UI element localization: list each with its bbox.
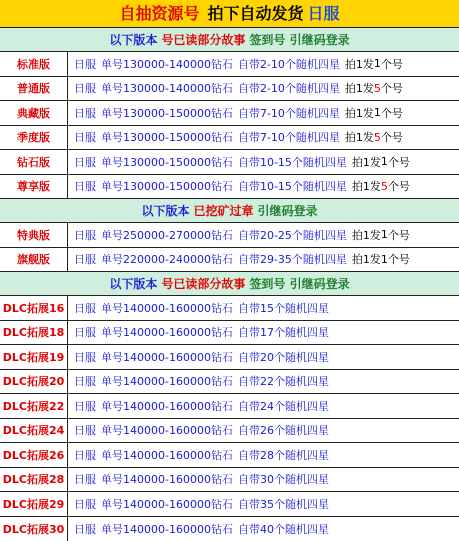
bonus-stars: 自带2-10个随机四星 (238, 80, 340, 96)
edition-name: DLC拓展30 (0, 517, 68, 541)
section-note: 已挖矿过章 (193, 202, 253, 219)
table-row (0, 223, 459, 248)
diamond-range: 单号130000-140000钻石 (101, 80, 233, 96)
edition-description (68, 56, 403, 72)
purchase-unit: 个号 (388, 178, 410, 194)
purchase-qty: 1 (381, 253, 388, 266)
table-row (0, 248, 459, 273)
server-label: 日服 (74, 373, 96, 389)
table-row (0, 126, 459, 151)
diamond-range: 单号140000-160000钻石 (101, 324, 233, 340)
purchase-qty: 5 (374, 131, 381, 144)
table-row (0, 517, 459, 541)
group-2-rows (0, 223, 459, 272)
purchase-rule: 拍1发 (345, 80, 374, 96)
title-part-2: 拍下自动发货 (207, 0, 303, 27)
section-login: 引继码登录 (258, 202, 318, 219)
edition-description (68, 422, 329, 438)
server-label: 日服 (74, 227, 96, 243)
section-note: 号已读部分故事 (161, 31, 245, 48)
table-row (0, 150, 459, 175)
diamond-range: 单号140000-160000钻石 (101, 300, 233, 316)
purchase-rule: 拍1发 (352, 178, 381, 194)
purchase-qty: 1 (381, 228, 388, 241)
title-part-3: 日服 (308, 0, 340, 27)
edition-name: DLC拓展29 (0, 492, 68, 516)
diamond-range: 单号220000-240000钻石 (101, 251, 233, 267)
section-note: 号已读部分故事 (161, 275, 245, 292)
server-label: 日服 (74, 80, 96, 96)
server-label: 日服 (74, 129, 96, 145)
edition-description (68, 80, 403, 96)
server-label: 日服 (74, 422, 96, 438)
purchase-qty: 5 (381, 180, 388, 193)
edition-description (68, 521, 329, 537)
edition-name: 季度版 (0, 126, 68, 150)
table-row (0, 492, 459, 517)
section-header-2 (0, 199, 459, 223)
edition-description (68, 129, 403, 145)
edition-name: 特典版 (0, 223, 68, 247)
bonus-stars: 自带10-15个随机四星 (238, 154, 347, 170)
bonus-stars: 自带17个随机四星 (238, 324, 329, 340)
bonus-stars: 自带40个随机四星 (238, 521, 329, 537)
group-3-rows (0, 296, 459, 541)
edition-description (68, 471, 329, 487)
purchase-unit: 个号 (388, 251, 410, 267)
section-label: 以下版本 (109, 275, 157, 292)
edition-name: DLC拓展28 (0, 468, 68, 492)
table-row (0, 419, 459, 444)
bonus-stars: 自带20个随机四星 (238, 349, 329, 365)
server-label: 日服 (74, 496, 96, 512)
diamond-range: 单号140000-160000钻石 (101, 349, 233, 365)
server-label: 日服 (74, 300, 96, 316)
edition-name: 标准版 (0, 52, 68, 76)
purchase-rule: 拍1发 (345, 105, 374, 121)
edition-name: DLC拓展16 (0, 296, 68, 320)
group-1-rows (0, 52, 459, 199)
diamond-range: 单号140000-160000钻石 (101, 422, 233, 438)
diamond-range: 单号140000-160000钻石 (101, 521, 233, 537)
bonus-stars: 自带29-35个随机四星 (238, 251, 347, 267)
server-label: 日服 (74, 154, 96, 170)
bonus-stars: 自带28个随机四星 (238, 447, 329, 463)
purchase-qty: 1 (374, 106, 381, 119)
purchase-qty: 1 (374, 57, 381, 70)
table-row (0, 370, 459, 395)
table-row (0, 345, 459, 370)
edition-description (68, 496, 329, 512)
edition-description (68, 227, 410, 243)
diamond-range: 单号130000-150000钻石 (101, 178, 233, 194)
edition-name: DLC拓展19 (0, 345, 68, 369)
bonus-stars: 自带7-10个随机四星 (238, 105, 340, 121)
table-row (0, 321, 459, 346)
bonus-stars: 自带2-10个随机四星 (238, 56, 340, 72)
diamond-range: 单号140000-160000钻石 (101, 471, 233, 487)
edition-name: DLC拓展20 (0, 370, 68, 394)
section-header-3 (0, 272, 459, 296)
purchase-unit: 个号 (388, 154, 410, 170)
edition-description (68, 251, 410, 267)
table-row (0, 443, 459, 468)
table-row (0, 394, 459, 419)
server-label: 日服 (74, 349, 96, 365)
table-row (0, 52, 459, 77)
server-label: 日服 (74, 447, 96, 463)
bonus-stars: 自带26个随机四星 (238, 422, 329, 438)
diamond-range: 单号130000-150000钻石 (101, 129, 233, 145)
edition-name: 典藏版 (0, 101, 68, 125)
edition-name: 钻石版 (0, 150, 68, 174)
edition-name: 尊享版 (0, 175, 68, 199)
edition-description (68, 300, 329, 316)
title-part-1: 自抽资源号 (119, 0, 199, 27)
diamond-range: 单号140000-160000钻石 (101, 447, 233, 463)
purchase-unit: 个号 (381, 129, 403, 145)
section-login: 签到号 引继码登录 (249, 275, 349, 292)
purchase-qty: 5 (374, 82, 381, 95)
bonus-stars: 自带7-10个随机四星 (238, 129, 340, 145)
diamond-range: 单号130000-140000钻石 (101, 56, 233, 72)
bonus-stars: 自带10-15个随机四星 (238, 178, 347, 194)
diamond-range: 单号140000-160000钻石 (101, 398, 233, 414)
edition-name: DLC拓展22 (0, 394, 68, 418)
diamond-range: 单号250000-270000钻石 (101, 227, 233, 243)
purchase-unit: 个号 (381, 105, 403, 121)
server-label: 日服 (74, 251, 96, 267)
purchase-rule: 拍1发 (345, 129, 374, 145)
purchase-unit: 个号 (381, 56, 403, 72)
purchase-rule: 拍1发 (345, 56, 374, 72)
edition-description (68, 373, 329, 389)
bonus-stars: 自带30个随机四星 (238, 471, 329, 487)
section-label: 以下版本 (141, 202, 189, 219)
purchase-rule: 拍1发 (352, 251, 381, 267)
purchase-rule: 拍1发 (352, 154, 381, 170)
purchase-unit: 个号 (388, 227, 410, 243)
section-header-1 (0, 28, 459, 52)
table-row (0, 468, 459, 493)
table-row (0, 296, 459, 321)
edition-description (68, 324, 329, 340)
bonus-stars: 自带35个随机四星 (238, 496, 329, 512)
server-label: 日服 (74, 521, 96, 537)
edition-description (68, 178, 410, 194)
table-row (0, 101, 459, 126)
section-login: 签到号 引继码登录 (249, 31, 349, 48)
bonus-stars: 自带22个随机四星 (238, 373, 329, 389)
diamond-range: 单号140000-160000钻石 (101, 496, 233, 512)
edition-name: DLC拓展26 (0, 443, 68, 467)
section-label: 以下版本 (109, 31, 157, 48)
server-label: 日服 (74, 324, 96, 340)
diamond-range: 单号140000-160000钻石 (101, 373, 233, 389)
table-row (0, 175, 459, 200)
diamond-range: 单号130000-150000钻石 (101, 154, 233, 170)
bonus-stars: 自带20-25个随机四星 (238, 227, 347, 243)
edition-name: DLC拓展24 (0, 419, 68, 443)
purchase-qty: 1 (381, 155, 388, 168)
server-label: 日服 (74, 471, 96, 487)
purchase-rule: 拍1发 (352, 227, 381, 243)
server-label: 日服 (74, 178, 96, 194)
edition-description (68, 154, 410, 170)
edition-name: DLC拓展18 (0, 321, 68, 345)
bonus-stars: 自带15个随机四星 (238, 300, 329, 316)
edition-name: 普通版 (0, 77, 68, 101)
server-label: 日服 (74, 398, 96, 414)
edition-description (68, 349, 329, 365)
purchase-unit: 个号 (381, 80, 403, 96)
edition-description (68, 398, 329, 414)
edition-description (68, 447, 329, 463)
bonus-stars: 自带24个随机四星 (238, 398, 329, 414)
table-row (0, 77, 459, 102)
diamond-range: 单号130000-150000钻石 (101, 105, 233, 121)
title-bar (0, 0, 459, 28)
server-label: 日服 (74, 56, 96, 72)
edition-name: 旗舰版 (0, 248, 68, 272)
server-label: 日服 (74, 105, 96, 121)
edition-description (68, 105, 403, 121)
